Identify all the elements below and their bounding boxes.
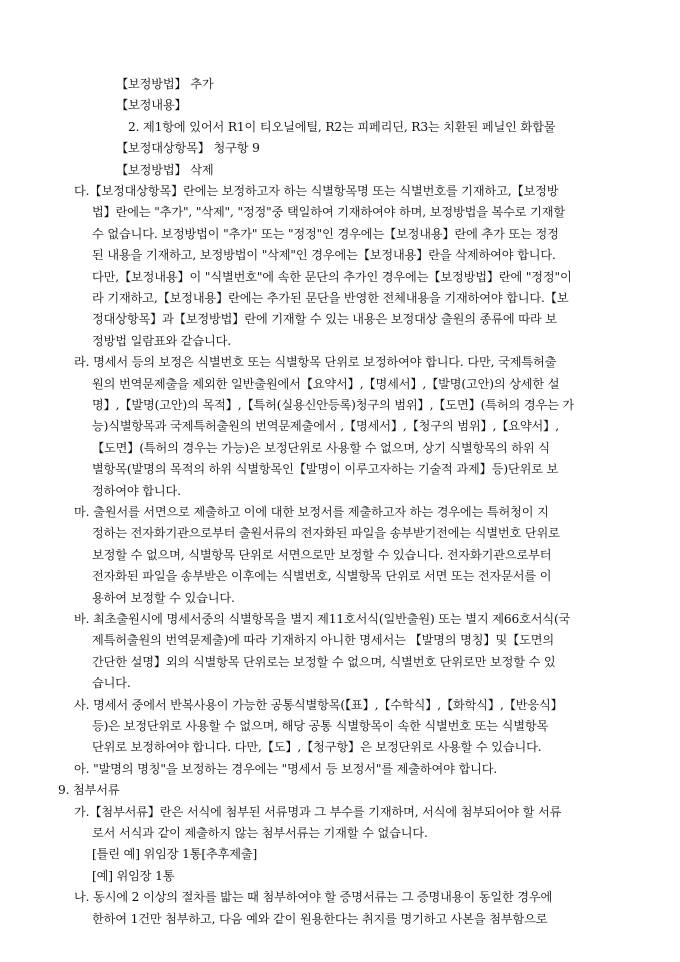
- text-line: [틀린 예] 위임장 1통[추후제출]: [92, 847, 258, 862]
- text-line: 수 없습니다. 보정방법이 "추가" 또는 "정정"인 경우에는【보정내용】란에 추가 또는 정정: [92, 226, 559, 241]
- text-line: 습니다.: [92, 676, 131, 691]
- text-line: 가.【첨부서류】란은 서식에 첨부된 서류명과 그 부수를 기재하며, 서식에 첨부되어야 할 서류: [74, 804, 562, 819]
- text-line: 사. 명세서 중에서 반복사용이 가능한 공통식별항목(【표】,【수학식】,【화학식】,【반응식】: [74, 697, 563, 712]
- text-line: 라 기재하고,【보정내용】란에는 추가된 문단을 반영한 전체내용을 기재하여야 합니다.【보: [92, 291, 569, 305]
- text-line: 정대상항목】과【보정방법】란에 기재할 수 있는 내용은 보정대상 출원의 종류에 따라 보: [92, 312, 557, 327]
- text-line: 2. 제1항에 있어서 R1이 티오닐에틸, R2는 피페리딘, R3는 치환된 페닐인 화합물: [128, 119, 556, 134]
- text-line: 【보정방법】 추가: [116, 77, 214, 91]
- text-line: 등)은 보정단위로 사용할 수 없으며, 해당 공통 식별항목이 속한 식별번호 또는 식별항목: [92, 719, 549, 733]
- text-line: 【보정대상항목】 청구항 9: [116, 141, 260, 156]
- text-line: 다만,【보정내용】이 "식별번호"에 속한 문단의 추가인 경우에는【보정방법】란에 "정정"이: [92, 269, 572, 284]
- text-line: 원의 번역문제출을 제외한 일반출원에서【요약서】,【명세서】,【발명(고안)의 상세한 설: [92, 376, 560, 391]
- text-line: 능)식별항목과 국제특허출원의 번역문제출에서 ,【명세서】,【청구의 범위】,【요약서】,: [92, 419, 559, 434]
- text-line: 바. 최초출원시에 명세서중의 식별항목을 별지 제11호서식(일반출원) 또는 별지 제66호서식(국: [74, 612, 571, 626]
- text-line: 【보정내용】: [116, 98, 187, 113]
- text-line: 명】,【발명(고안)의 목적】,【특허(실용신안등록)청구의 범위】,【도면】(특허의 경우는 가: [92, 398, 575, 412]
- text-line: 【보정방법】 삭제: [116, 162, 214, 177]
- text-line: 보정할 수 없으며, 식별항목 단위로 서면으로만 보정할 수 있습니다. 전자화기관으로부터: [92, 547, 552, 562]
- text-line: 용하여 보정할 수 있습니다.: [92, 590, 235, 605]
- text-line: 단위로 보정하여야 합니다. 다만,【도】,【청구항】은 보정단위로 사용할 수 있습니다.: [92, 740, 542, 755]
- text-line: 정하여야 합니다.: [92, 483, 181, 498]
- text-line: 마. 출원서를 서면으로 제출하고 이에 대한 보정서를 제출하고자 하는 경우에는 특허청이 지: [74, 505, 549, 519]
- text-line: 전자화된 파일을 송부받은 이후에는 식별번호, 식별항목 단위로 서면 또는 전자문서를 이: [92, 569, 552, 584]
- text-line: 된 내용을 기재하고, 보정방법이 "삭제"인 경우에는【보정내용】란을 삭제하여야 합니다.: [92, 248, 556, 263]
- section-heading: 9. 첨부서류: [58, 783, 120, 798]
- text-line: 한하여 1건만 첨부하고, 다음 예와 같이 원용한다는 취지를 명기하고 사본을 첨부함으로: [92, 911, 548, 926]
- text-line: 간단한 설명】외의 식별항목 단위로는 보정할 수 없으며, 식별번호 단위로만 보정할 수 있: [92, 654, 556, 669]
- text-line: [예] 위임장 1통: [92, 868, 175, 883]
- text-line: 나. 동시에 2 이상의 절차를 밟는 때 첨부하여야 할 증명서류는 그 증명내용이 동일한 경우에: [74, 890, 553, 905]
- text-line: 정하는 전자화기관으로부터 출원서류의 전자화된 파일을 송부받기전에는 식별번호 단위로: [92, 526, 560, 541]
- text-line: 로서 서식과 같이 제출하지 않는 첨부서류는 기재할 수 없습니다.: [92, 826, 428, 840]
- text-line: 【도면】(특허의 경우는 가능)은 보정단위로 사용할 수 없으며, 상기 식별항목의 하위 식: [92, 440, 550, 455]
- text-line: 라. 명세서 등의 보정은 식별번호 또는 식별항목 단위로 보정하여야 합니다. 다만, 국제특허출: [74, 355, 557, 370]
- text-line: 별항목(발명의 목적의 하위 식별항목인【발명이 이루고자하는 기술적 과제】등)단위로 보: [92, 462, 559, 477]
- text-line: 정방법 일람표와 같습니다.: [92, 333, 232, 348]
- text-line: 제특허출원의 번역문제출)에 따라 기재하지 아니한 명세서는 【발명의 명칭】및【도면의: [92, 633, 554, 648]
- text-line: 다.【보정대상항목】란에는 보정하고자 하는 식별항목명 또는 식별번호를 기재하고,【보정방: [74, 184, 559, 198]
- text-line: 법】란에는 "추가", "삭제", "정정"중 택일하여 기재하여야 하며, 보정방법을 복수로 기재할: [92, 205, 566, 220]
- text-line: 아. "발명의 명칭"을 보정하는 경우에는 "명세서 등 보정서"를 제출하여야 합니다.: [74, 761, 498, 776]
